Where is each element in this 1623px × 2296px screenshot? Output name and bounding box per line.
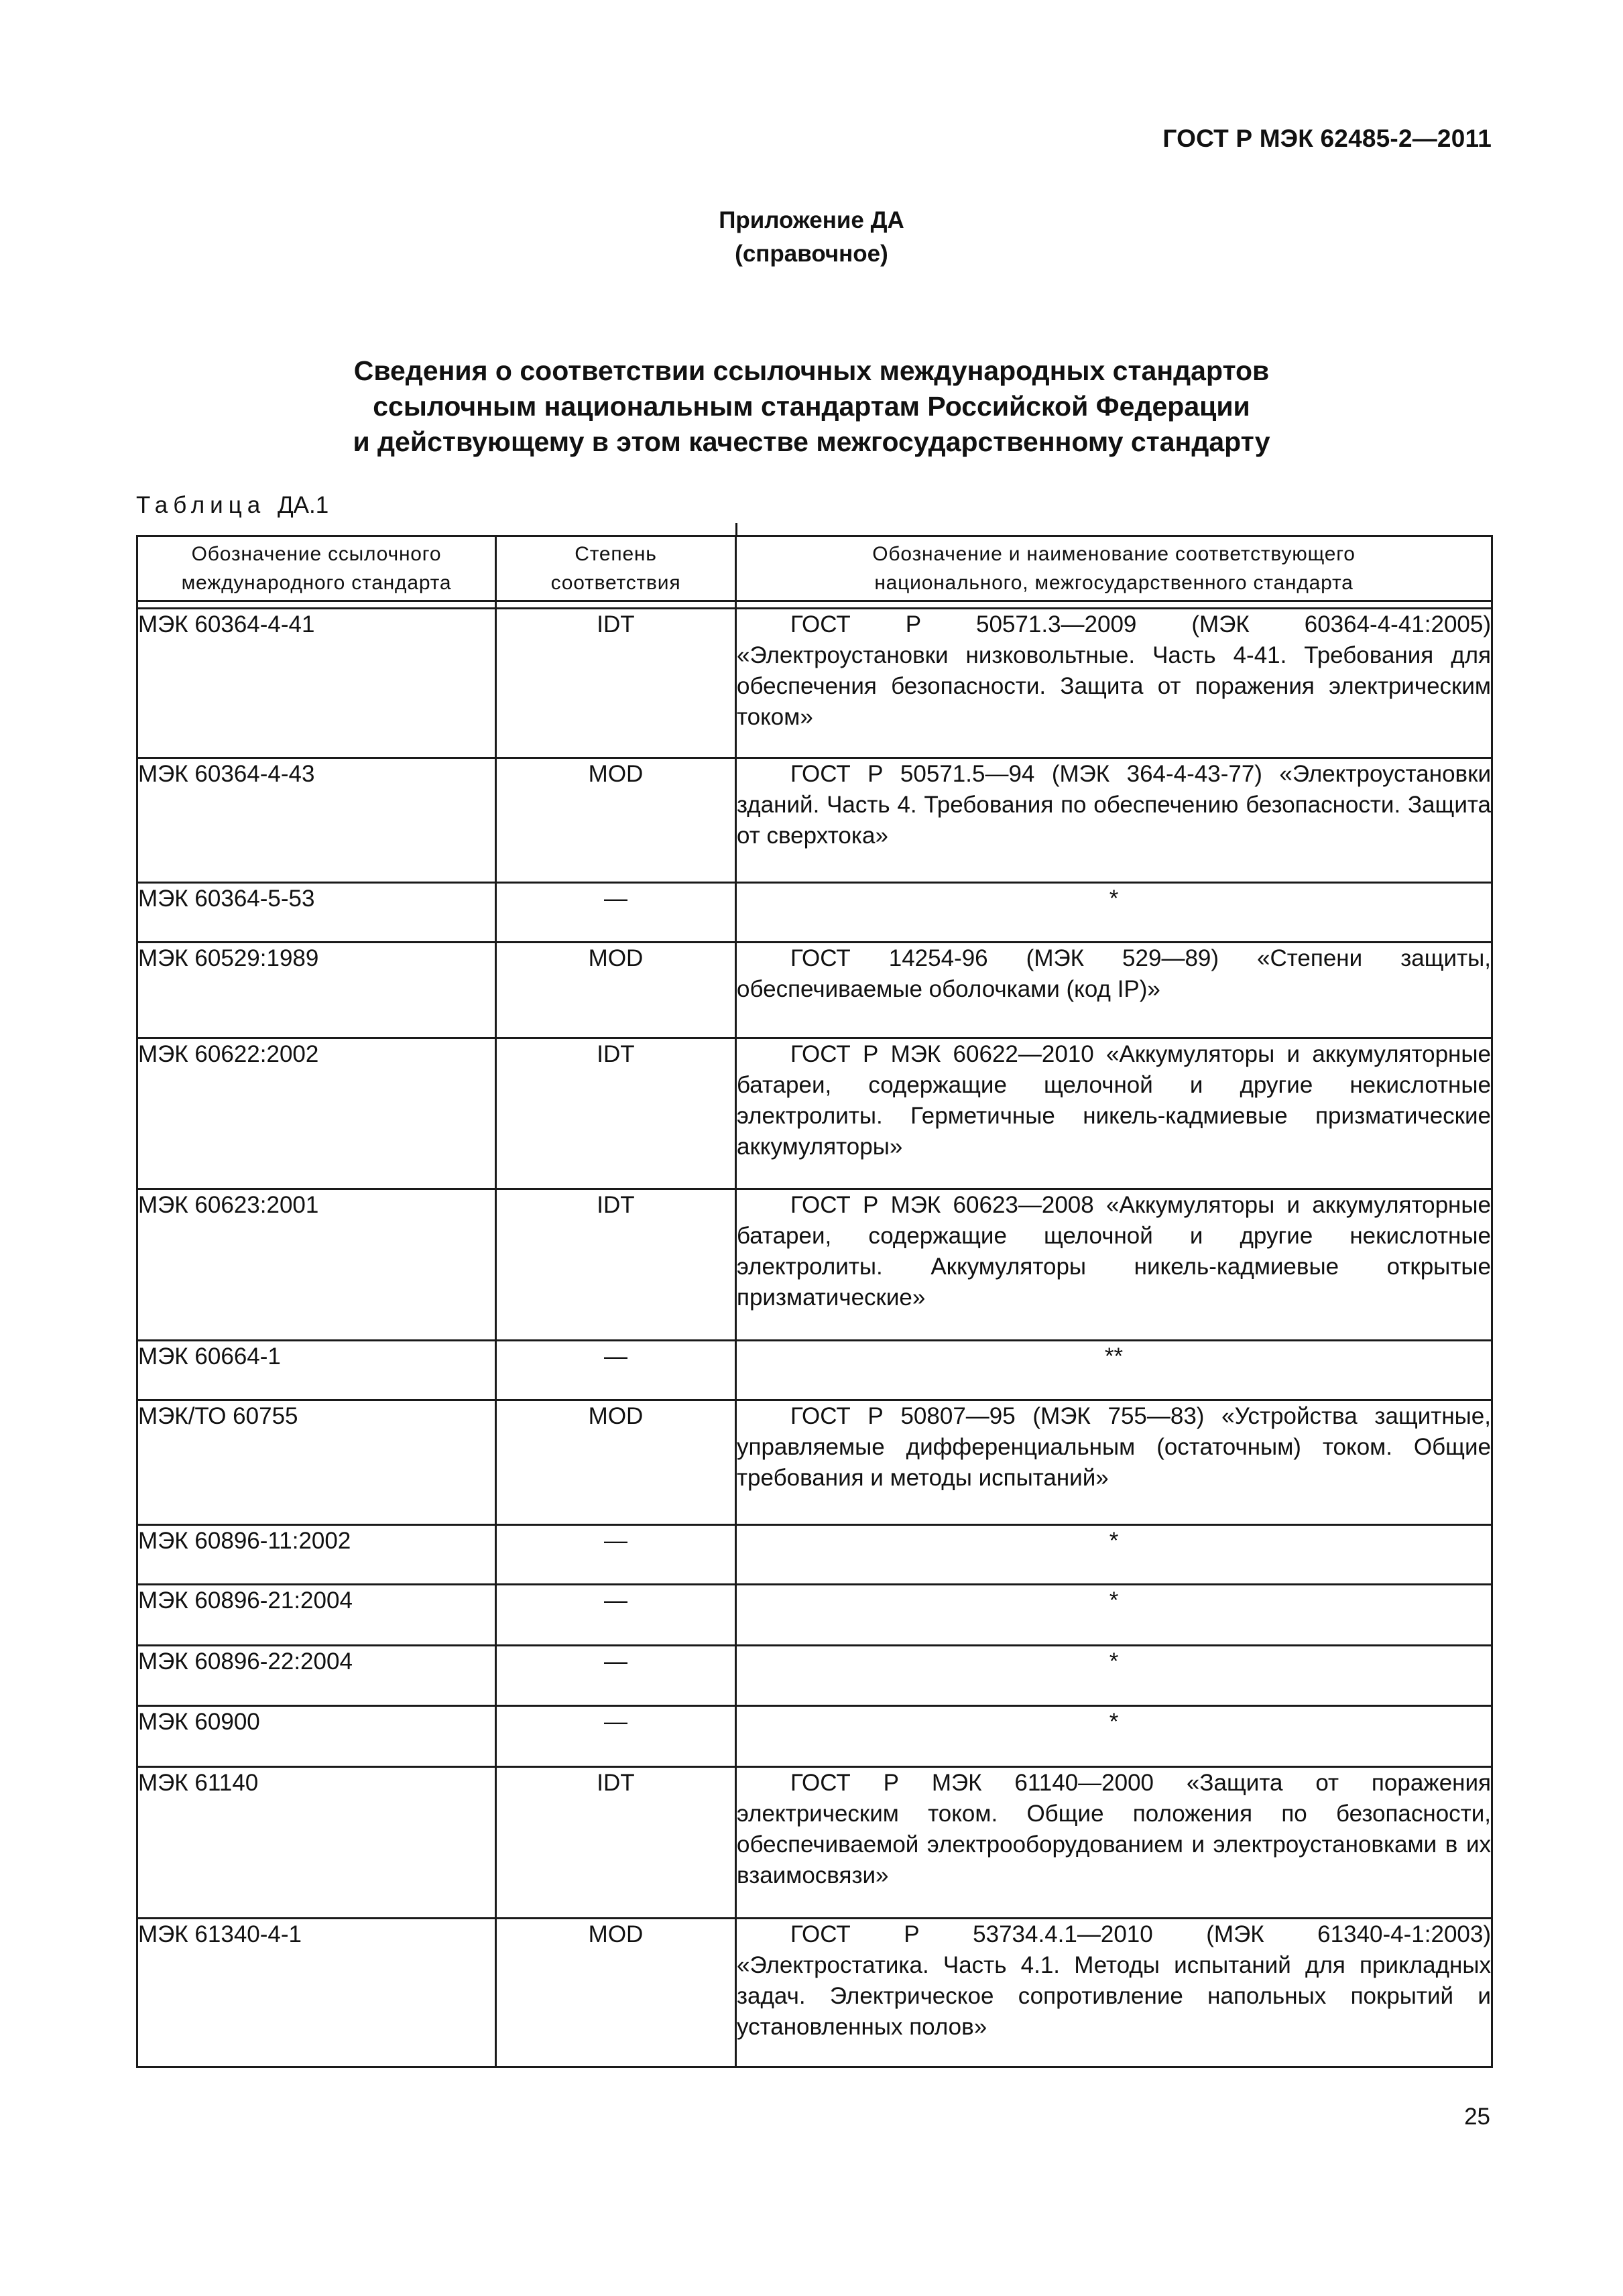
separator-cell (736, 601, 1492, 609)
cell-name: * (736, 1525, 1492, 1585)
table-caption-word: Таблица (136, 492, 266, 518)
table-row (137, 883, 1492, 943)
cell-code: МЭК 60529:1989 (137, 943, 496, 1038)
correspondence-table (136, 535, 1493, 2068)
cell-code: МЭК 60900 (137, 1706, 496, 1767)
table-row (137, 1919, 1492, 2067)
section-title-line: и действующему в этом качестве межгосударственному стандарту (353, 426, 1270, 457)
header-separator (137, 601, 1492, 609)
table-caption-number: ДА.1 (277, 492, 329, 518)
cell-code: МЭК/ТО 60755 (137, 1400, 496, 1525)
table-row (137, 758, 1492, 883)
cell-name: ГОСТ Р 50571.5—94 (МЭК 364-4-43-77) «Электроустановки зданий. Часть 4. Требования по обеспечению безопасности. Защита от сверхтока» (736, 758, 1492, 883)
table-caption (136, 492, 328, 519)
cell-degree: — (496, 883, 736, 943)
table-row (137, 1646, 1492, 1706)
cell-code: МЭК 60896-22:2004 (137, 1646, 496, 1706)
section-title (0, 353, 1623, 460)
cell-name: ГОСТ Р 50807—95 (МЭК 755—83) «Устройства защитные, управляемые дифференциальным (остаточным) током. Общие требования и методы испытаний» (736, 1400, 1492, 1525)
header-line: международного стандарта (181, 572, 452, 594)
cell-name: * (736, 1646, 1492, 1706)
appendix-subtitle: (справочное) (735, 241, 888, 267)
table-row (137, 1585, 1492, 1646)
cell-name: * (736, 883, 1492, 943)
separator-cell (496, 601, 736, 609)
cell-name: ГОСТ Р МЭК 60622—2010 «Аккумуляторы и аккумуляторные батареи, содержащие щелочной и другие некислотные электролиты. Герметичные никель-кадмиевые призматические аккумуляторы» (736, 1038, 1492, 1189)
cell-code: МЭК 61140 (137, 1767, 496, 1919)
header-degree (496, 536, 736, 601)
page-number: 25 (1464, 2104, 1490, 2130)
cell-name: ГОСТ Р 50571.3—2009 (МЭК 60364-4-41:2005) «Электроустановки низковольтные. Часть 4-41. Требования для обеспечения безопасности. Защита от поражения электрическим током» (736, 609, 1492, 758)
cell-name: ГОСТ Р МЭК 61140—2000 «Защита от поражения электрическим током. Общие положения по безопасности, обеспечиваемой электрооборудованием и электроустановками в их взаимосвязи» (736, 1767, 1492, 1919)
cell-degree: IDT (496, 1767, 736, 1919)
cell-name: * (736, 1585, 1492, 1646)
cell-code: МЭК 60622:2002 (137, 1038, 496, 1189)
cell-name: ** (736, 1341, 1492, 1400)
cell-name: ГОСТ 14254-96 (МЭК 529—89) «Степени защиты, обеспечиваемые оболочками (код IP)» (736, 943, 1492, 1038)
cell-name: ГОСТ Р МЭК 60623—2008 «Аккумуляторы и аккумуляторные батареи, содержащие щелочной и другие некислотные электролиты. Аккумуляторы никель-кадмиевые открытые призматические» (736, 1189, 1492, 1341)
cell-degree: — (496, 1525, 736, 1585)
header-line: Степень (575, 543, 657, 565)
cell-code: МЭК 60364-4-41 (137, 609, 496, 758)
cell-name: * (736, 1706, 1492, 1767)
header-line: соответствия (550, 572, 681, 594)
table-row (137, 609, 1492, 758)
cell-degree: MOD (496, 1919, 736, 2067)
cell-degree: MOD (496, 1400, 736, 1525)
cell-degree: MOD (496, 758, 736, 883)
document-code: ГОСТ Р МЭК 62485-2—2011 (1162, 125, 1492, 152)
cell-code: МЭК 60896-21:2004 (137, 1585, 496, 1646)
header-line: Обозначение и наименование соответствующего (872, 543, 1356, 565)
table-row (137, 1400, 1492, 1525)
cell-degree: — (496, 1341, 736, 1400)
cell-degree: IDT (496, 1038, 736, 1189)
table-row (137, 1189, 1492, 1341)
cell-degree: IDT (496, 1189, 736, 1341)
cell-code: МЭК 60364-4-43 (137, 758, 496, 883)
table-header-row (137, 536, 1492, 601)
column-marker (735, 523, 737, 535)
header-line: Обозначение ссылочного (191, 543, 442, 565)
cell-code: МЭК 60896-11:2002 (137, 1525, 496, 1585)
appendix-heading (0, 204, 1623, 271)
section-title-line: Сведения о соответствии ссылочных международных стандартов (353, 355, 1270, 386)
cell-code: МЭК 60623:2001 (137, 1189, 496, 1341)
separator-cell (137, 601, 496, 609)
cell-degree: — (496, 1585, 736, 1646)
table-row (137, 1767, 1492, 1919)
cell-degree: — (496, 1706, 736, 1767)
cell-degree: — (496, 1646, 736, 1706)
cell-code: МЭК 60364-5-53 (137, 883, 496, 943)
section-title-line: ссылочным национальным стандартам Российской Федерации (373, 391, 1250, 422)
cell-degree: MOD (496, 943, 736, 1038)
header-national-standard (736, 536, 1492, 601)
cell-name: ГОСТ Р 53734.4.1—2010 (МЭК 61340-4-1:2003) «Электростатика. Часть 4.1. Методы испытаний для прикладных задач. Электрическое сопротивление напольных покрытий и установленных полов» (736, 1919, 1492, 2067)
table-row (137, 1038, 1492, 1189)
header-line: национального, межгосударственного стандарта (874, 572, 1354, 594)
table-row (137, 1525, 1492, 1585)
header-international-standard (137, 536, 496, 601)
table-row (137, 943, 1492, 1038)
table-row (137, 1706, 1492, 1767)
cell-code: МЭК 61340-4-1 (137, 1919, 496, 2067)
cell-degree: IDT (496, 609, 736, 758)
cell-code: МЭК 60664-1 (137, 1341, 496, 1400)
table-row (137, 1341, 1492, 1400)
appendix-title: Приложение ДА (719, 207, 904, 233)
